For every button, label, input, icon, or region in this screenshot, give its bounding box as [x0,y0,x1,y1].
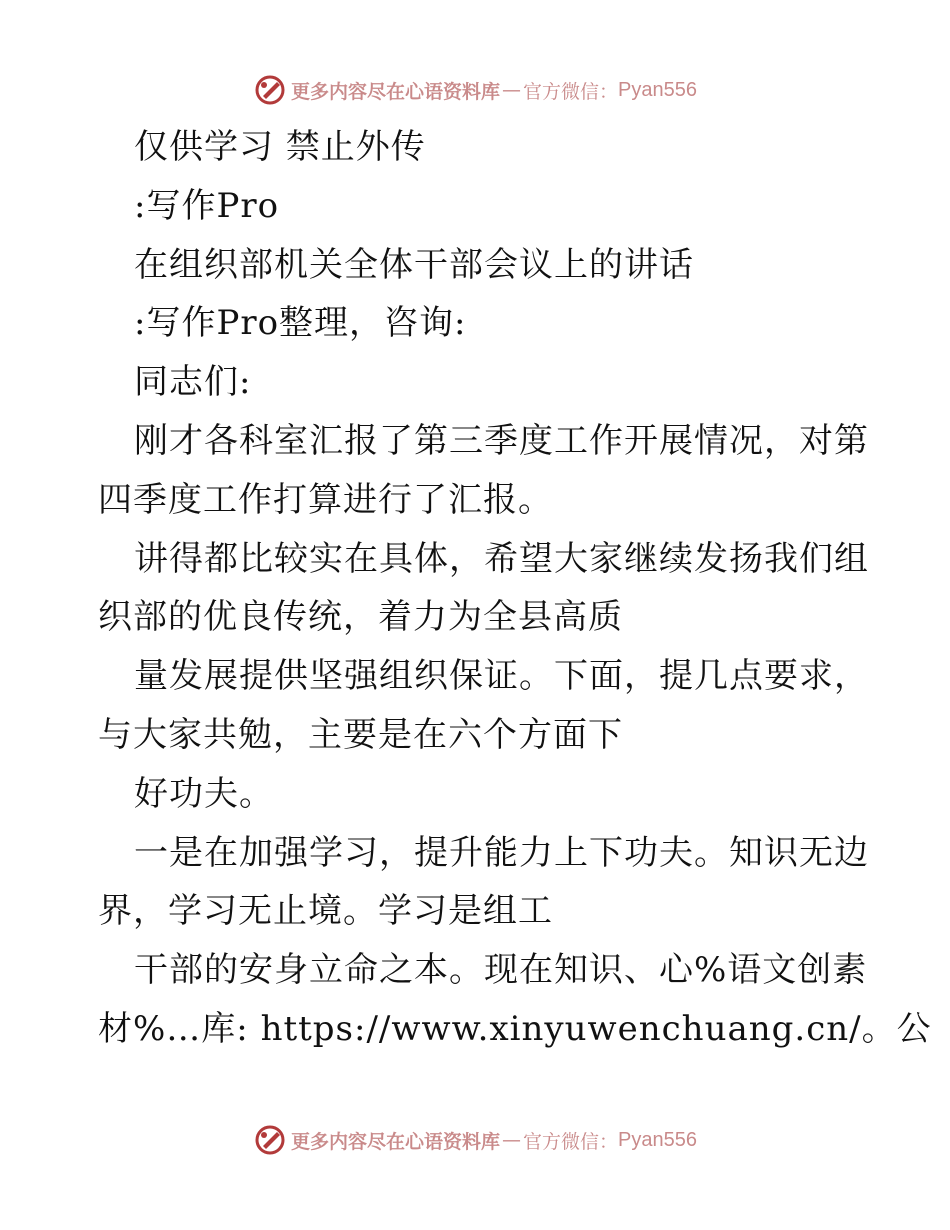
body-line: :写作Pro整理，咨询: [134,303,467,344]
body-line: 界，学习无止境。学习是组工 [98,891,553,932]
body-line-with-link: 材%…库: https://www.xinyuwenchuang.cn/。公 [98,1008,932,1049]
header-banner-text: 更多内容尽在心语资料库 [291,80,501,103]
body-line: 在组织部机关全体干部会议上的讲话 [134,244,694,285]
body-line: 干部的安身立命之本。现在知识、心%语文创素 [134,950,868,991]
body-line: 同志们: [134,362,252,403]
body-line: 仅供学习 禁止外传 [134,127,426,167]
brand-logo-icon [253,1123,287,1157]
footer-banner-separator: — [502,1129,522,1151]
header-contact-label: 官方微信： [523,80,619,103]
body-line: 讲得都比较实在具体，希望大家继续发扬我们组 [134,538,869,579]
footer-contact-label: 官方微信： [523,1130,619,1153]
brand-logo-icon [253,73,287,107]
body-line: 织部的优良传统，着力为全县高质 [98,597,623,638]
footer-banner-text: 更多内容尽在心语资料库 [291,1130,501,1153]
document-body [98,118,932,1059]
body-line: 刚才各科室汇报了第三季度工作开展情况，对第 [134,420,869,461]
body-line: :写作Pro [134,185,280,226]
body-line: 四季度工作打算进行了汇报。 [98,479,553,520]
header-banner-separator: — [502,79,522,101]
body-line: 一是在加强学习，提升能力上下功夫。知识无边 [134,832,869,873]
body-line: 与大家共勉，主要是在六个方面下 [98,714,623,755]
body-line: 量发展提供坚强组织保证。下面，提几点要求， [134,656,869,697]
footer-contact-id: Pyan556 [618,1128,697,1151]
body-line: 好功夫。 [134,773,274,814]
footer-banner [0,1120,950,1160]
header-contact-id: Pyan556 [618,78,697,101]
header-banner [0,70,950,110]
